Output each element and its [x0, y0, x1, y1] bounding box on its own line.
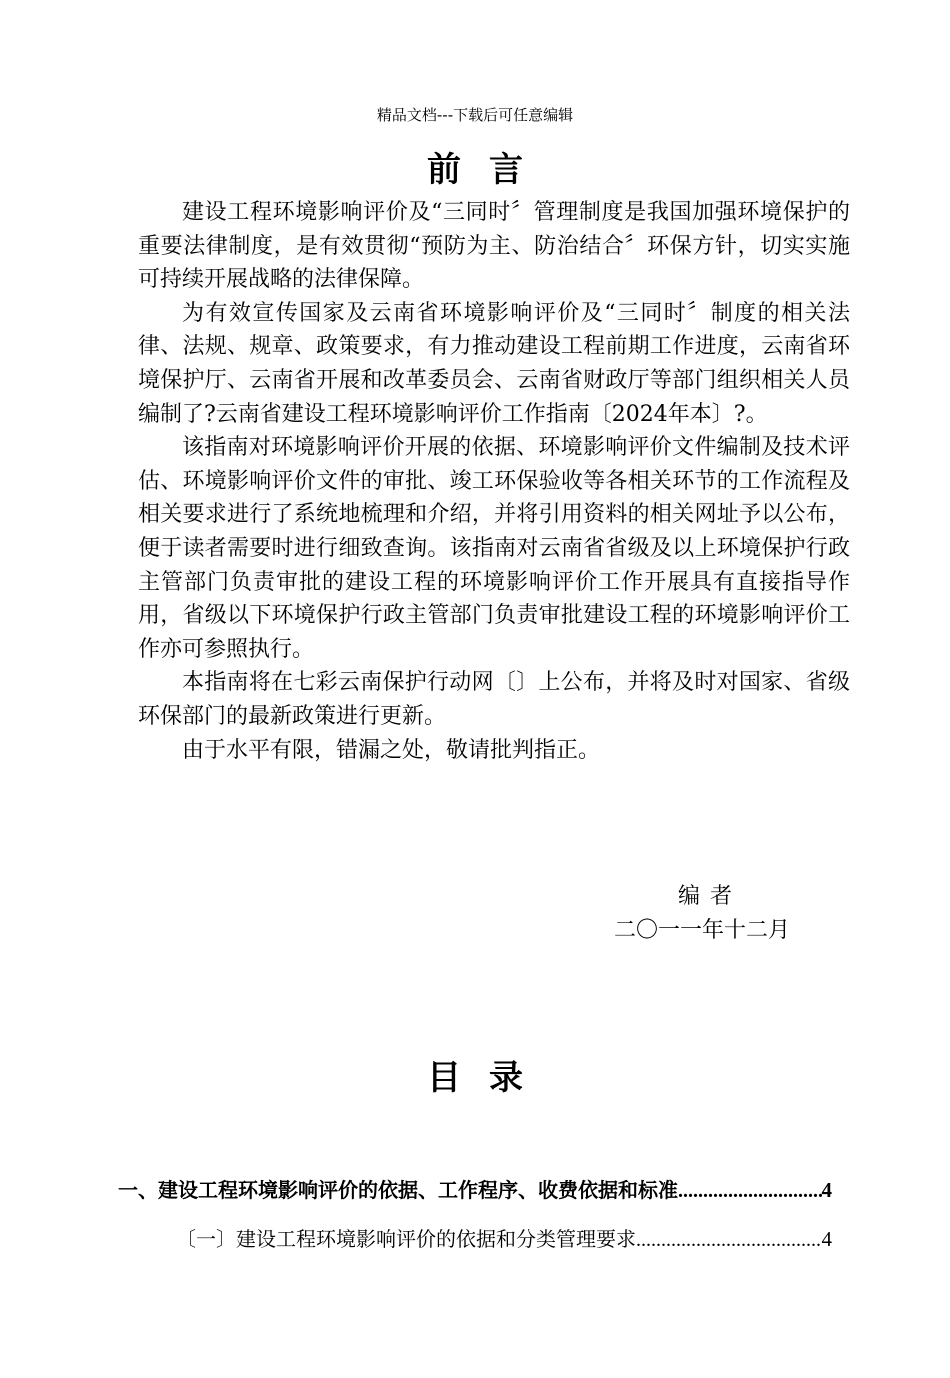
- preface-signature: [600, 880, 840, 948]
- preface-body: [138, 196, 850, 767]
- toc-entry-chapter-1[interactable]: [118, 1175, 832, 1206]
- toc-entry-text: 一、建设工程环境影响评价的依据、工作程序、收费依据和标准: [118, 1178, 678, 1202]
- page-header-note: 精品文档---下载后可任意编辑: [376, 106, 574, 124]
- preface-paragraph-5: 由于水平有限，错漏之处，敬请批判指正。: [182, 737, 601, 763]
- preface-paragraph-4: 本指南将在七彩云南保护行动网〔〕上公布，并将及时对国家、省级环保部门的最新政策进行更新。: [138, 670, 850, 729]
- toc-entry-section-1-1[interactable]: [176, 1224, 832, 1255]
- toc-entry-page: 4: [821, 1178, 832, 1202]
- signature-date: 二〇一一年十二月: [614, 918, 791, 943]
- preface-paragraph-2: 为有效宣传国家及云南省环境影响评价及“三同时〞制度的相关法律、法规、规章、政策要求，有力推动建设工程前期工作进度，云南省环境保护厅、云南省开展和改革委员会、云南省财政厅等部门组织相关人员编制了?云南省建设工程环境影响评价工作指南〔2024年本〕?。: [138, 300, 850, 427]
- signature-author: 编者: [678, 884, 743, 909]
- toc-entry-text: 〔一〕建设工程环境影响评价的依据和分类管理要求: [176, 1227, 636, 1251]
- toc-entry-page: 4: [821, 1227, 832, 1251]
- preface-title: 前言: [427, 150, 551, 190]
- toc-leader-dots: [678, 1176, 822, 1206]
- preface-paragraph-3: 该指南对环境影响评价开展的依据、环境影响评价文件编制及技术评估、环境影响评价文件的审批、竣工环保验收等各相关环节的工作流程及相关要求进行了系统地梳理和介绍，并将引用资料的相关网址予以公布，便于读者需要时进行细致查询。该指南对云南省省级及以上环境保护行政主管部门负责审批的建设工程的环境影响评价工作开展具有直接指导作用，省级以下环境保护行政主管部门负责审批建设工程的环境影响评价工作亦可参照执行。: [138, 435, 850, 662]
- toc-title: 目录: [427, 1058, 551, 1098]
- preface-paragraph-1: 建设工程环境影响评价及“三同时〞管理制度是我国加强环境保护的重要法律制度，是有效贯彻“预防为主、防治结合〞环保方针，切实实施可持续开展战略的法律保障。: [138, 200, 850, 293]
- toc-leader-dots: [636, 1225, 822, 1255]
